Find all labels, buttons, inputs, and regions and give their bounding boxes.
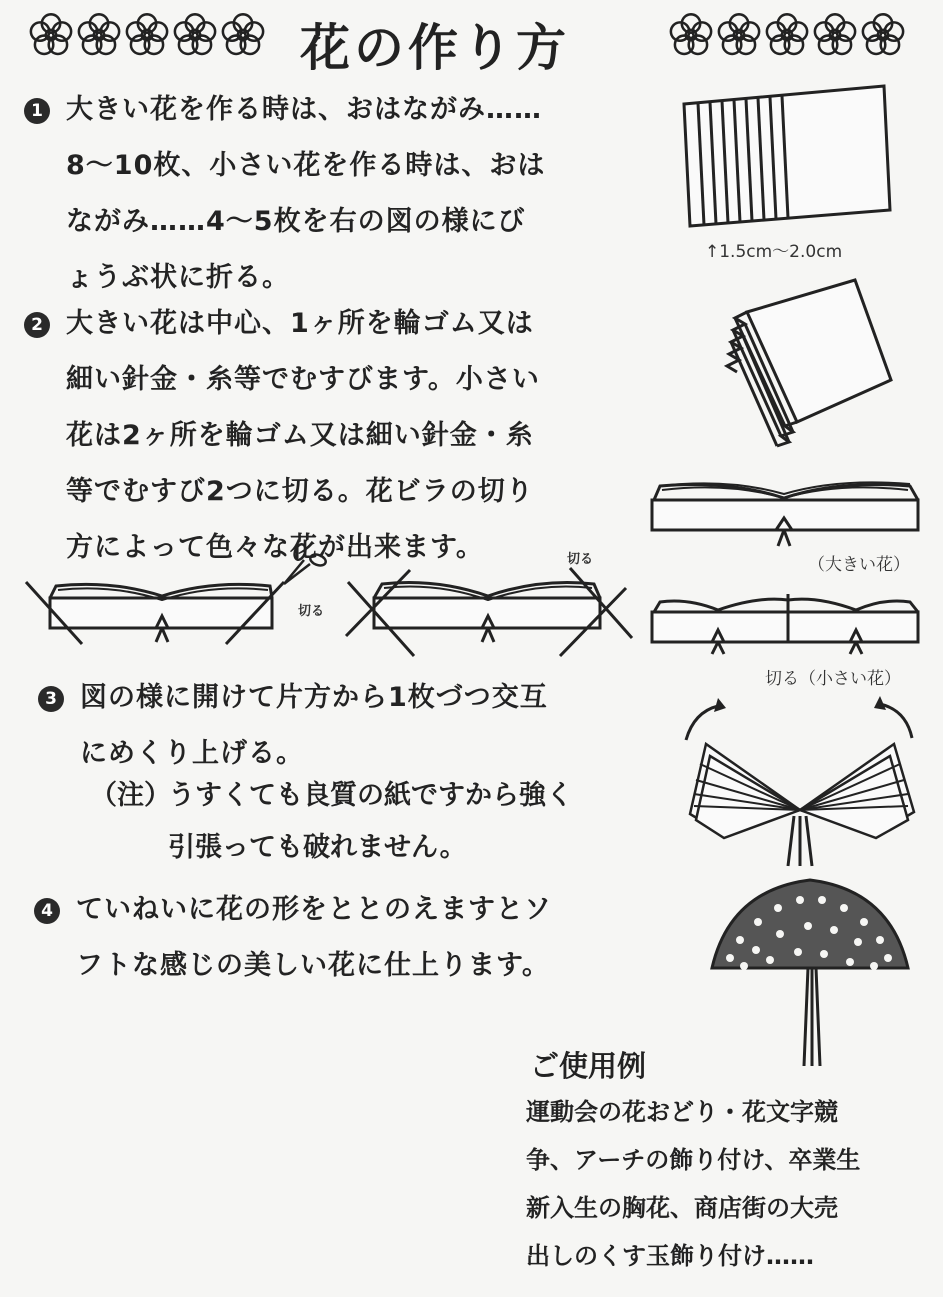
step-line: 細い針金・糸等でむすびます。小さい — [66, 364, 540, 395]
flower-icon — [668, 12, 714, 58]
usage-line: 運動会の花おどり・花文字競 — [526, 1098, 838, 1126]
fold-width-label: ↑1.5cm〜2.0cm — [705, 242, 843, 262]
note-label: （注） — [90, 780, 171, 811]
step-line: 方によって色々な花が出来ます。 — [66, 532, 484, 563]
note-line: うすくても良質の紙ですから強く — [168, 780, 573, 811]
small-flower-tied-illustration — [648, 590, 928, 660]
petal-cut-illustration-a — [22, 548, 338, 658]
flower-icon — [812, 12, 858, 58]
usage-line: 争、アーチの飾り付け、卒業生 — [526, 1146, 861, 1174]
step-4-number: 4 — [34, 898, 60, 924]
flower-row-left — [28, 12, 266, 58]
step-3-text — [80, 670, 548, 782]
note-text — [168, 770, 573, 874]
step-line: フトな感じの美しい花に仕上ります。 — [76, 950, 550, 981]
cut-label-b: 切る — [567, 552, 594, 567]
flower-icon — [716, 12, 762, 58]
flower-icon — [764, 12, 810, 58]
usage-title: ご使用例 — [530, 1049, 647, 1083]
scissors-icon — [284, 543, 327, 584]
step-2-number: 2 — [24, 312, 50, 338]
usage-text — [526, 1088, 860, 1280]
flower-icon — [860, 12, 906, 58]
flower-icon — [28, 12, 74, 58]
open-petals-illustration — [680, 690, 920, 870]
flower-icon — [76, 12, 122, 58]
petal-cut-illustration-b — [344, 560, 634, 660]
step-1-number: 1 — [24, 98, 50, 124]
step-1-text — [66, 82, 545, 306]
step-line: 花は2ヶ所を輪ゴム又は細い針金・糸 — [66, 420, 534, 451]
step-line: 図の様に開けて片方から1枚づつ交互 — [80, 682, 548, 713]
fold-sheet-illustration — [680, 82, 890, 232]
flower-icon — [124, 12, 170, 58]
accordion-fold-illustration — [685, 272, 895, 452]
step-4-text — [76, 882, 552, 994]
usage-line: 新入生の胸花、商店街の大売 — [526, 1194, 838, 1222]
step-line: ていねいに花の形をととのえますとソ — [76, 894, 552, 925]
step-line: にめくり上げる。 — [80, 738, 304, 769]
cut-label-a: 切る — [298, 604, 325, 619]
step-line: 大きい花は中心、1ヶ所を輪ゴム又は — [66, 308, 534, 339]
step-line: 8〜10枚、小さい花を作る時は、おは — [66, 150, 546, 181]
cut-small-flower-label: 切る（小さい花） — [765, 669, 901, 689]
step-line: 大きい花を作る時は、おはながみ…… — [66, 94, 542, 125]
note-line: 引張っても破れません。 — [168, 832, 467, 863]
flower-row-right — [668, 12, 906, 58]
flower-icon — [220, 12, 266, 58]
step-3-number: 3 — [38, 686, 64, 712]
large-flower-tied-illustration — [648, 470, 928, 550]
step-line: 等でむすび2つに切る。花ビラの切り — [66, 476, 534, 507]
step-2-text — [66, 296, 540, 576]
curved-arrow-icon — [686, 706, 718, 740]
flower-icon — [172, 12, 218, 58]
page-title: 花の作り方 — [300, 19, 570, 77]
step-line: ょうぶ状に折る。 — [66, 262, 290, 293]
step-line: ながみ……4〜5枚を右の図の様にび — [66, 206, 526, 237]
large-flower-label: （大きい花） — [808, 555, 910, 575]
finished-flower-illustration — [700, 870, 920, 1070]
usage-line: 出しのくす玉飾り付け…… — [526, 1242, 814, 1270]
